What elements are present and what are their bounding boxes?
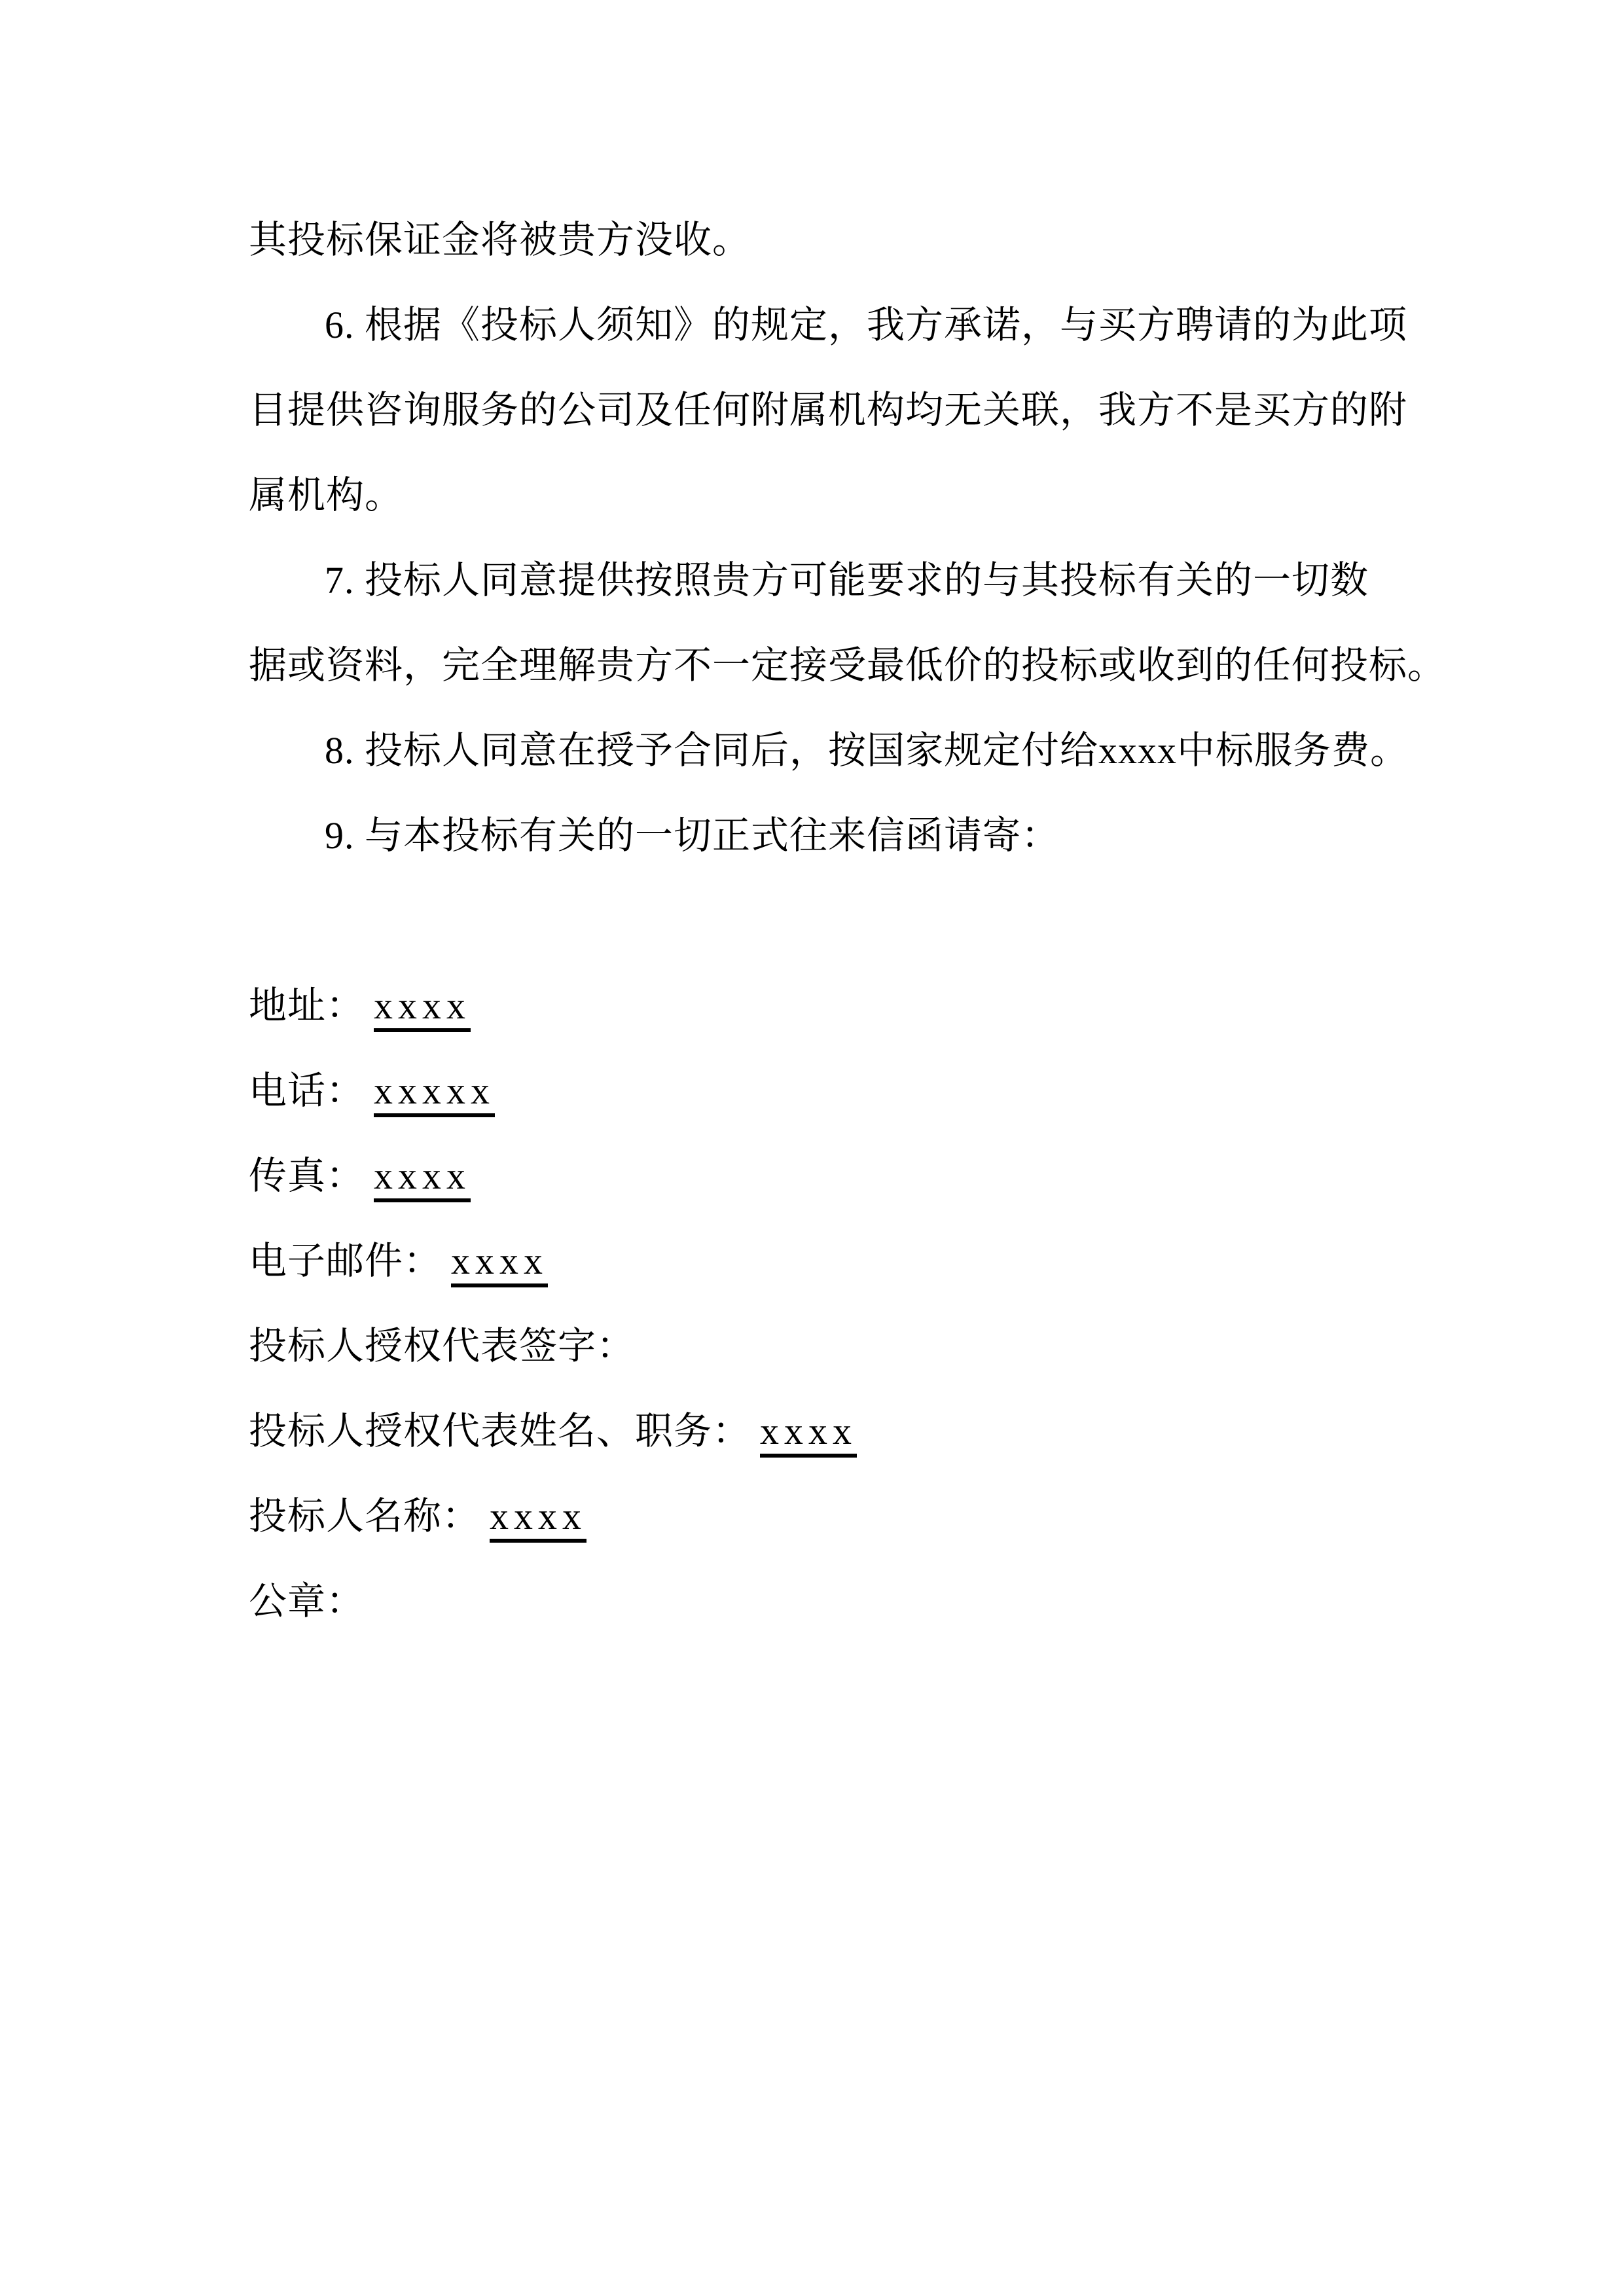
field-value: xxxx [374,984,471,1032]
paragraph-line: 其投标保证金将被贵方没收。 [249,219,751,261]
field-value: xxxxx [374,1069,495,1117]
paragraph-line: 据或资料，完全理解贵方不一定接受最低价的投标或收到的任何投标。 [249,644,1447,687]
field-value: xxxx [451,1240,548,1287]
field-value: xxxx [374,1155,471,1202]
paragraph-line: 7. 投标人同意提供按照贵方可能要求的与其投标有关的一切数 [325,559,1369,601]
field-label: 公章： [249,1580,365,1623]
paragraph-line: 6. 根据《投标人须知》的规定，我方承诺，与买方聘请的为此项 [325,304,1408,346]
field-label: 投标人名称： [249,1495,481,1537]
field-label: 投标人授权代表姓名、职务： [249,1410,751,1452]
field-label: 投标人授权代表签字： [249,1325,636,1367]
contact-field-row-fax [249,1134,1378,1219]
field-label: 地址： [249,984,365,1027]
paragraph-section [249,198,1447,878]
paragraph-line: 属机构。 [249,474,404,516]
paragraph-line: 9. 与本投标有关的一切正式往来信函请寄： [325,814,1060,857]
field-label: 传真： [249,1155,365,1197]
contact-field-row-address [249,963,1378,1049]
paragraph-line: 8. 投标人同意在授予合同后，按国家规定付给xxxx中标服务费。 [325,729,1409,772]
contact-field-row-seal [249,1559,1378,1644]
contact-field-row-rep-name-title [249,1389,1378,1474]
contact-field-row-phone [249,1049,1378,1134]
contact-field-row-email [249,1219,1378,1304]
contact-field-row-signature [249,1304,1378,1389]
contact-field-row-bidder-name [249,1474,1378,1559]
paragraph-line: 目提供咨询服务的公司及任何附属机构均无关联，我方不是买方的附 [249,389,1408,431]
field-value: xxxx [490,1495,586,1543]
contact-section [249,963,1378,1644]
field-value: xxxx [760,1410,857,1458]
field-label: 电子邮件： [249,1240,442,1282]
field-label: 电话： [249,1069,365,1112]
